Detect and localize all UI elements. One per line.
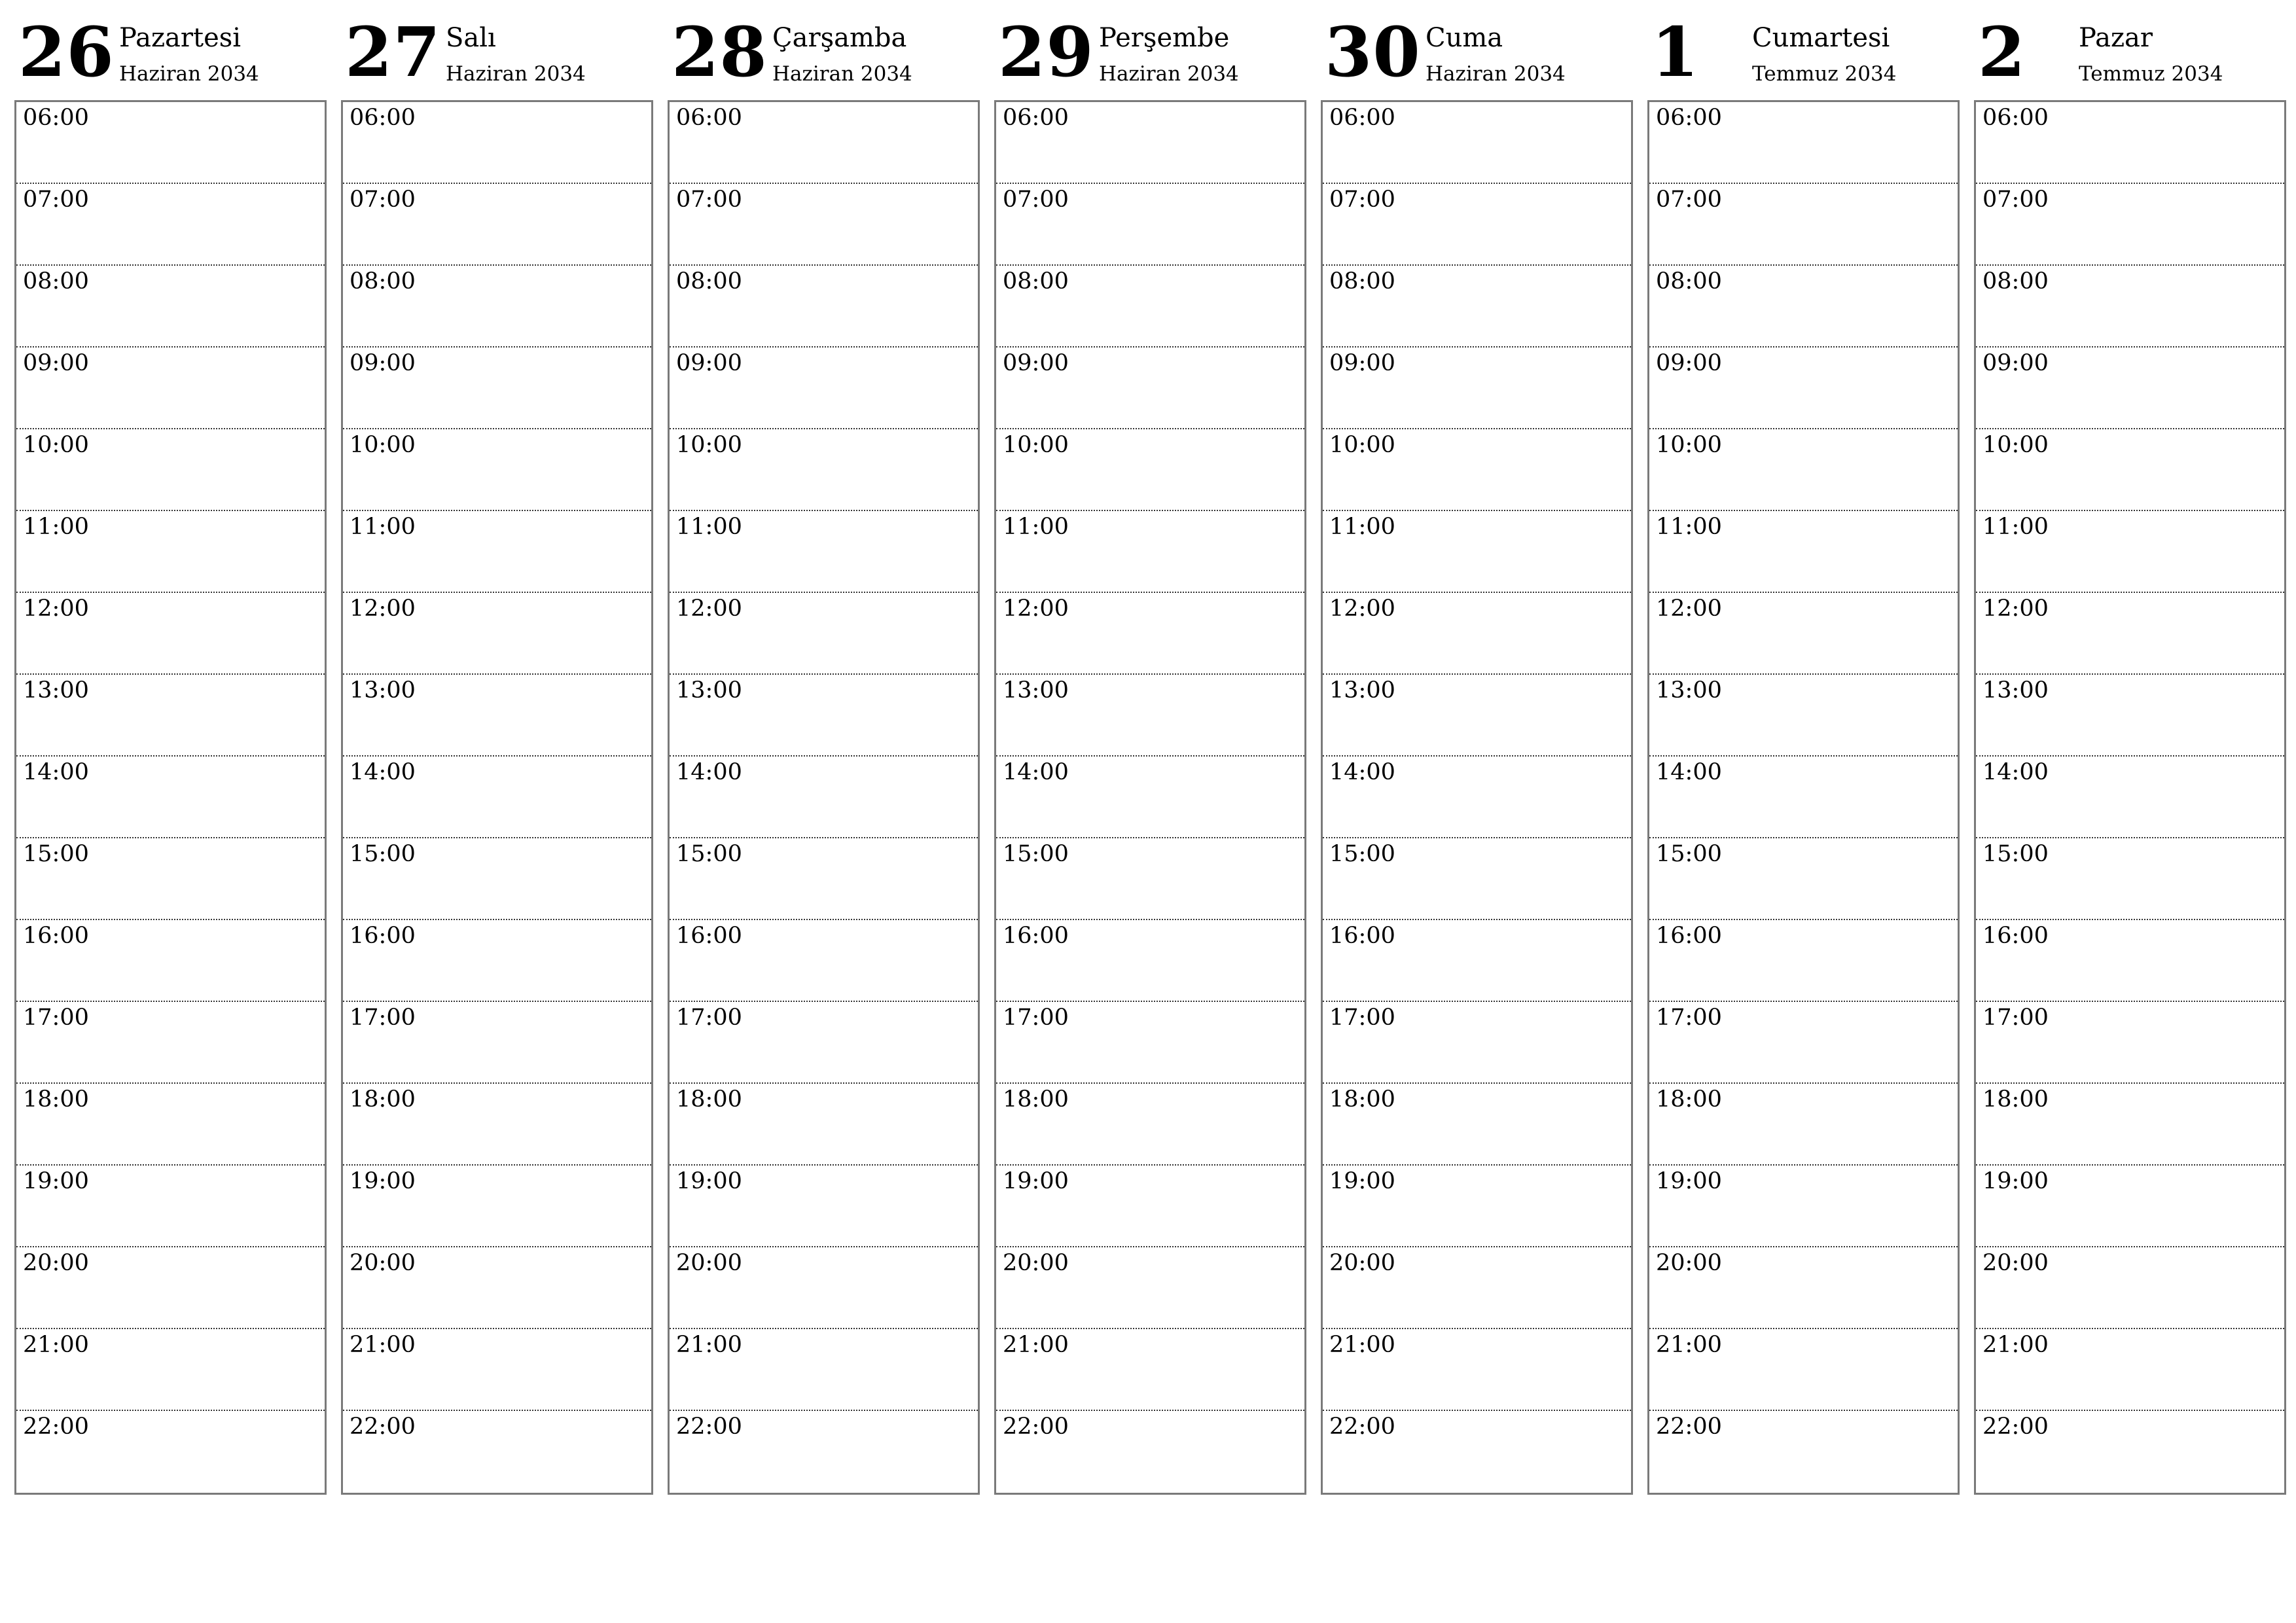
time-slot[interactable] [343, 593, 651, 675]
day-schedule-box [668, 100, 980, 1495]
time-slot[interactable] [343, 1247, 651, 1329]
time-label: 06:00 [23, 105, 89, 131]
time-label: 14:00 [1656, 759, 1722, 785]
weekday-name: Çarşamba [772, 23, 907, 53]
time-slot[interactable] [16, 1002, 325, 1084]
time-label: 09:00 [1656, 350, 1722, 376]
time-label: 22:00 [1656, 1414, 1722, 1440]
time-slot[interactable] [1649, 838, 1958, 920]
time-label: 15:00 [1982, 841, 2049, 867]
time-label: 15:00 [23, 841, 89, 867]
time-slot[interactable] [996, 593, 1304, 675]
time-label: 12:00 [1003, 596, 1069, 622]
time-slot[interactable] [1323, 1002, 1631, 1084]
month-year: Temmuz 2034 [1752, 62, 1897, 86]
month-year: Haziran 2034 [772, 62, 912, 86]
time-slot[interactable] [16, 1329, 325, 1411]
time-label: 08:00 [676, 268, 742, 294]
time-label: 08:00 [1003, 268, 1069, 294]
time-label: 15:00 [1329, 841, 1395, 867]
time-slot[interactable] [343, 920, 651, 1002]
time-slot[interactable] [670, 1002, 978, 1084]
day-number: 1 [1651, 12, 1700, 92]
time-label: 15:00 [1656, 841, 1722, 867]
time-label: 16:00 [1329, 923, 1395, 949]
time-label: 13:00 [1329, 677, 1395, 704]
time-label: 13:00 [1003, 677, 1069, 704]
time-label: 18:00 [1982, 1086, 2049, 1113]
weekday-name: Cuma [1426, 23, 1503, 53]
time-label: 12:00 [350, 596, 416, 622]
time-slot[interactable] [1976, 102, 2284, 184]
time-slot[interactable] [1649, 348, 1958, 429]
day-column [14, 13, 327, 1499]
day-schedule-box [1321, 100, 1633, 1495]
day-column [1647, 13, 1960, 1499]
time-label: 15:00 [676, 841, 742, 867]
time-label: 08:00 [23, 268, 89, 294]
time-slot[interactable] [996, 1411, 1304, 1497]
time-slot[interactable] [16, 348, 325, 429]
time-slot[interactable] [1649, 593, 1958, 675]
time-slot[interactable] [343, 757, 651, 838]
time-label: 20:00 [1003, 1250, 1069, 1276]
time-slot[interactable] [1976, 1329, 2284, 1411]
time-slot[interactable] [1649, 429, 1958, 511]
time-slot[interactable] [996, 511, 1304, 593]
time-label: 14:00 [23, 759, 89, 785]
time-label: 09:00 [1329, 350, 1395, 376]
time-slot[interactable] [1323, 348, 1631, 429]
weekly-planner [14, 13, 2289, 1499]
time-slot[interactable] [343, 1002, 651, 1084]
time-slot[interactable] [1323, 266, 1631, 348]
time-label: 21:00 [1003, 1332, 1069, 1358]
time-label: 19:00 [1003, 1168, 1069, 1194]
time-slot[interactable] [1976, 266, 2284, 348]
time-slot[interactable] [16, 511, 325, 593]
time-label: 08:00 [350, 268, 416, 294]
time-slot[interactable] [16, 184, 325, 266]
time-label: 13:00 [676, 677, 742, 704]
time-label: 07:00 [1329, 187, 1395, 213]
time-label: 09:00 [1003, 350, 1069, 376]
time-slot[interactable] [670, 1166, 978, 1247]
time-label: 11:00 [1003, 514, 1069, 540]
time-label: 20:00 [1982, 1250, 2049, 1276]
time-label: 11:00 [1982, 514, 2049, 540]
time-label: 16:00 [1656, 923, 1722, 949]
time-label: 21:00 [676, 1332, 742, 1358]
time-slot[interactable] [343, 1084, 651, 1166]
time-label: 10:00 [23, 432, 89, 458]
time-slot[interactable] [343, 511, 651, 593]
time-label: 13:00 [350, 677, 416, 704]
weekday-name: Pazartesi [119, 23, 242, 53]
time-slot[interactable] [996, 838, 1304, 920]
month-year: Haziran 2034 [119, 62, 259, 86]
time-slot[interactable] [670, 511, 978, 593]
time-slot[interactable] [1649, 511, 1958, 593]
time-slot[interactable] [1323, 429, 1631, 511]
time-label: 06:00 [1656, 105, 1722, 131]
time-label: 07:00 [23, 187, 89, 213]
time-label: 22:00 [1329, 1414, 1395, 1440]
day-header [1647, 13, 1960, 100]
time-slot[interactable] [1649, 757, 1958, 838]
time-slot[interactable] [1976, 1084, 2284, 1166]
time-slot[interactable] [1323, 1084, 1631, 1166]
time-slot[interactable] [670, 1084, 978, 1166]
time-slot[interactable] [670, 429, 978, 511]
day-number: 30 [1325, 12, 1421, 92]
time-slot[interactable] [16, 593, 325, 675]
month-year: Temmuz 2034 [2079, 62, 2223, 86]
time-label: 19:00 [1656, 1168, 1722, 1194]
time-label: 06:00 [350, 105, 416, 131]
time-label: 17:00 [676, 1005, 742, 1031]
time-slot[interactable] [16, 920, 325, 1002]
time-slot[interactable] [1976, 920, 2284, 1002]
time-label: 19:00 [1329, 1168, 1395, 1194]
time-slot[interactable] [670, 757, 978, 838]
time-label: 06:00 [676, 105, 742, 131]
time-label: 22:00 [1982, 1414, 2049, 1440]
time-slot[interactable] [1649, 1002, 1958, 1084]
time-slot[interactable] [16, 838, 325, 920]
time-slot[interactable] [996, 920, 1304, 1002]
time-label: 17:00 [1982, 1005, 2049, 1031]
time-label: 17:00 [1003, 1005, 1069, 1031]
time-slot[interactable] [343, 675, 651, 757]
time-label: 22:00 [1003, 1414, 1069, 1440]
time-label: 10:00 [1003, 432, 1069, 458]
day-header [1974, 13, 2286, 100]
time-label: 14:00 [1003, 759, 1069, 785]
time-label: 11:00 [1329, 514, 1395, 540]
day-schedule-box [1974, 100, 2286, 1495]
time-slot[interactable] [16, 1247, 325, 1329]
time-slot[interactable] [1323, 1411, 1631, 1497]
time-label: 16:00 [23, 923, 89, 949]
time-label: 18:00 [1329, 1086, 1395, 1113]
weekday-name: Perşembe [1099, 23, 1230, 53]
time-label: 21:00 [1656, 1332, 1722, 1358]
time-slot[interactable] [1323, 757, 1631, 838]
time-slot[interactable] [1976, 184, 2284, 266]
time-label: 13:00 [1656, 677, 1722, 704]
time-slot[interactable] [996, 1247, 1304, 1329]
time-slot[interactable] [343, 184, 651, 266]
time-label: 16:00 [350, 923, 416, 949]
time-slot[interactable] [1976, 1166, 2284, 1247]
day-header [994, 13, 1306, 100]
time-label: 07:00 [676, 187, 742, 213]
time-label: 10:00 [350, 432, 416, 458]
time-slot[interactable] [670, 266, 978, 348]
time-label: 08:00 [1656, 268, 1722, 294]
time-label: 17:00 [23, 1005, 89, 1031]
time-slot[interactable] [670, 1329, 978, 1411]
time-label: 20:00 [350, 1250, 416, 1276]
time-label: 22:00 [350, 1414, 416, 1440]
time-slot[interactable] [1323, 1166, 1631, 1247]
time-slot[interactable] [996, 1002, 1304, 1084]
day-schedule-box [341, 100, 653, 1495]
time-label: 17:00 [1329, 1005, 1395, 1031]
time-slot[interactable] [343, 838, 651, 920]
time-label: 15:00 [350, 841, 416, 867]
time-slot[interactable] [1649, 920, 1958, 1002]
time-slot[interactable] [1323, 1329, 1631, 1411]
time-label: 10:00 [1656, 432, 1722, 458]
day-header [341, 13, 653, 100]
day-header [1321, 13, 1633, 100]
day-schedule-box [1647, 100, 1960, 1495]
time-slot[interactable] [1323, 593, 1631, 675]
time-label: 09:00 [676, 350, 742, 376]
time-label: 09:00 [1982, 350, 2049, 376]
time-label: 16:00 [1003, 923, 1069, 949]
time-label: 07:00 [350, 187, 416, 213]
time-label: 11:00 [350, 514, 416, 540]
time-label: 19:00 [676, 1168, 742, 1194]
time-slot[interactable] [343, 102, 651, 184]
time-slot[interactable] [343, 348, 651, 429]
time-slot[interactable] [1976, 1411, 2284, 1497]
time-label: 11:00 [1656, 514, 1722, 540]
time-label: 09:00 [23, 350, 89, 376]
day-number: 28 [672, 12, 768, 92]
time-label: 12:00 [1656, 596, 1722, 622]
time-label: 06:00 [1982, 105, 2049, 131]
time-slot[interactable] [16, 1411, 325, 1497]
time-label: 14:00 [1329, 759, 1395, 785]
day-number: 29 [998, 12, 1094, 92]
time-slot[interactable] [1323, 102, 1631, 184]
time-slot[interactable] [1649, 1084, 1958, 1166]
time-slot[interactable] [996, 757, 1304, 838]
time-slot[interactable] [670, 838, 978, 920]
time-slot[interactable] [1976, 1247, 2284, 1329]
time-label: 20:00 [676, 1250, 742, 1276]
time-slot[interactable] [343, 1411, 651, 1497]
time-slot[interactable] [1976, 429, 2284, 511]
time-slot[interactable] [1976, 675, 2284, 757]
time-slot[interactable] [1649, 1166, 1958, 1247]
time-label: 06:00 [1003, 105, 1069, 131]
time-slot[interactable] [16, 1166, 325, 1247]
time-label: 18:00 [23, 1086, 89, 1113]
time-slot[interactable] [996, 429, 1304, 511]
time-slot[interactable] [996, 348, 1304, 429]
month-year: Haziran 2034 [446, 62, 586, 86]
time-label: 18:00 [350, 1086, 416, 1113]
time-slot[interactable] [1649, 184, 1958, 266]
day-schedule-box [994, 100, 1306, 1495]
time-label: 11:00 [23, 514, 89, 540]
time-slot[interactable] [1976, 838, 2284, 920]
weekday-name: Salı [446, 23, 496, 53]
time-label: 14:00 [676, 759, 742, 785]
day-header [668, 13, 980, 100]
time-label: 12:00 [23, 596, 89, 622]
time-slot[interactable] [16, 429, 325, 511]
time-slot[interactable] [1323, 838, 1631, 920]
time-slot[interactable] [670, 348, 978, 429]
time-slot[interactable] [670, 102, 978, 184]
time-slot[interactable] [1323, 184, 1631, 266]
time-slot[interactable] [670, 593, 978, 675]
time-slot[interactable] [996, 1329, 1304, 1411]
time-label: 21:00 [1329, 1332, 1395, 1358]
time-label: 22:00 [23, 1414, 89, 1440]
time-slot[interactable] [670, 1247, 978, 1329]
time-label: 13:00 [23, 677, 89, 704]
time-label: 07:00 [1982, 187, 2049, 213]
time-slot[interactable] [1649, 1247, 1958, 1329]
time-label: 14:00 [350, 759, 416, 785]
time-slot[interactable] [1649, 102, 1958, 184]
time-slot[interactable] [1323, 675, 1631, 757]
time-label: 10:00 [676, 432, 742, 458]
time-slot[interactable] [670, 675, 978, 757]
time-label: 12:00 [1329, 596, 1395, 622]
time-slot[interactable] [16, 102, 325, 184]
time-slot[interactable] [343, 266, 651, 348]
time-label: 12:00 [1982, 596, 2049, 622]
day-number: 2 [1978, 12, 2026, 92]
time-slot[interactable] [996, 1084, 1304, 1166]
time-label: 21:00 [23, 1332, 89, 1358]
time-label: 10:00 [1982, 432, 2049, 458]
time-label: 17:00 [1656, 1005, 1722, 1031]
time-label: 19:00 [350, 1168, 416, 1194]
time-slot[interactable] [1649, 675, 1958, 757]
time-label: 21:00 [350, 1332, 416, 1358]
time-slot[interactable] [16, 266, 325, 348]
time-label: 07:00 [1656, 187, 1722, 213]
day-column [994, 13, 1306, 1499]
time-label: 10:00 [1329, 432, 1395, 458]
time-slot[interactable] [343, 1329, 651, 1411]
time-label: 14:00 [1982, 759, 2049, 785]
time-slot[interactable] [343, 1166, 651, 1247]
time-slot[interactable] [996, 266, 1304, 348]
time-label: 17:00 [350, 1005, 416, 1031]
time-slot[interactable] [16, 757, 325, 838]
day-column [668, 13, 980, 1499]
time-label: 20:00 [1329, 1250, 1395, 1276]
time-slot[interactable] [670, 920, 978, 1002]
time-label: 16:00 [676, 923, 742, 949]
time-label: 08:00 [1982, 268, 2049, 294]
time-label: 18:00 [1003, 1086, 1069, 1113]
weekday-name: Pazar [2079, 23, 2153, 53]
time-slot[interactable] [996, 1166, 1304, 1247]
time-slot[interactable] [1649, 1329, 1958, 1411]
day-schedule-box [14, 100, 327, 1495]
time-label: 18:00 [676, 1086, 742, 1113]
time-slot[interactable] [1976, 511, 2284, 593]
day-column [1321, 13, 1633, 1499]
time-slot[interactable] [1976, 1002, 2284, 1084]
weekday-name: Cumartesi [1752, 23, 1890, 53]
time-slot[interactable] [996, 102, 1304, 184]
month-year: Haziran 2034 [1426, 62, 1566, 86]
time-label: 11:00 [676, 514, 742, 540]
month-year: Haziran 2034 [1099, 62, 1239, 86]
time-slot[interactable] [1976, 348, 2284, 429]
day-column [341, 13, 653, 1499]
time-label: 19:00 [23, 1168, 89, 1194]
time-label: 06:00 [1329, 105, 1395, 131]
time-label: 20:00 [1656, 1250, 1722, 1276]
time-slot[interactable] [1649, 266, 1958, 348]
time-label: 15:00 [1003, 841, 1069, 867]
time-label: 20:00 [23, 1250, 89, 1276]
time-slot[interactable] [670, 1411, 978, 1497]
day-header [14, 13, 327, 100]
time-slot[interactable] [996, 184, 1304, 266]
time-slot[interactable] [1649, 1411, 1958, 1497]
time-label: 12:00 [676, 596, 742, 622]
time-label: 07:00 [1003, 187, 1069, 213]
time-label: 13:00 [1982, 677, 2049, 704]
time-label: 19:00 [1982, 1168, 2049, 1194]
time-label: 22:00 [676, 1414, 742, 1440]
time-slot[interactable] [16, 675, 325, 757]
time-label: 21:00 [1982, 1332, 2049, 1358]
time-slot[interactable] [1976, 593, 2284, 675]
time-slot[interactable] [16, 1084, 325, 1166]
time-label: 08:00 [1329, 268, 1395, 294]
time-slot[interactable] [1976, 757, 2284, 838]
time-label: 18:00 [1656, 1086, 1722, 1113]
time-label: 16:00 [1982, 923, 2049, 949]
time-slot[interactable] [1323, 1247, 1631, 1329]
time-slot[interactable] [670, 184, 978, 266]
time-slot[interactable] [1323, 920, 1631, 1002]
day-number: 26 [18, 12, 115, 92]
day-column [1974, 13, 2286, 1499]
time-slot[interactable] [1323, 511, 1631, 593]
time-slot[interactable] [996, 675, 1304, 757]
day-number: 27 [345, 12, 441, 92]
time-slot[interactable] [343, 429, 651, 511]
time-label: 09:00 [350, 350, 416, 376]
